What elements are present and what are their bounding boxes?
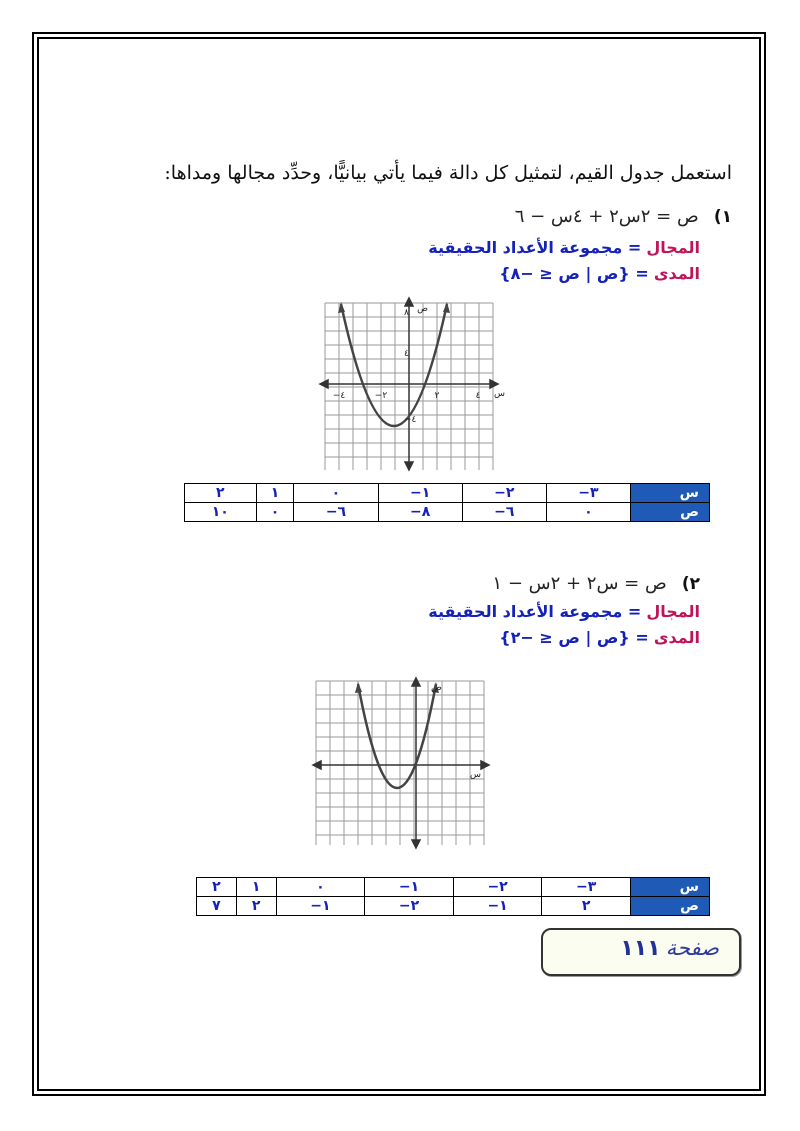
problem-1-range [499, 264, 700, 283]
tick-label: ٤− [332, 391, 346, 401]
problem-1-number: ١) [713, 207, 732, 227]
table-row-y [197, 897, 710, 916]
table-cell: ٢− [462, 484, 546, 503]
row-header-y: ص [631, 503, 710, 522]
problem-1-x-axis-label: س [494, 389, 505, 399]
problem-1-equation: ص = ٢س٢ + ٤س − ٦ [514, 206, 699, 227]
table-row-x [185, 484, 710, 503]
problem-2-equation-line [492, 573, 700, 594]
problem-2-graph [313, 678, 489, 848]
table-cell: ٦− [462, 503, 546, 522]
range-value: = {ص | ص ≤ −٨} [499, 264, 649, 283]
table-cell: ٠ [276, 878, 365, 897]
table-cell: ٦− [294, 503, 378, 522]
tick-label: ٤− [404, 415, 417, 425]
tick-label: ٢ [434, 391, 440, 401]
problem-2-y-axis-label: ص [431, 683, 442, 693]
table-cell: ٢− [453, 878, 542, 897]
instruction-text: استعمل جدول القيم، لتمثيل كل دالة فيما يأتي بيانيًّا، وحدِّد مجالها ومداها: [164, 162, 732, 184]
row-header-x: س [631, 878, 710, 897]
problem-1-graph [320, 298, 505, 470]
problem-2-x-axis-label: س [470, 770, 481, 780]
table-cell: ٣− [546, 484, 630, 503]
table-cell: ٠ [546, 503, 630, 522]
page-word: صفحة [665, 936, 719, 960]
range-label: المدى [653, 628, 700, 647]
table-cell: ١− [378, 484, 462, 503]
problem-2-range [499, 628, 700, 647]
problem-2-domain [428, 602, 700, 621]
page-number-label [620, 936, 719, 961]
table-cell: ١ [236, 878, 276, 897]
domain-value: = مجموعة الأعداد الحقيقية [428, 238, 642, 257]
table-row-y [185, 503, 710, 522]
table-row-x [197, 878, 710, 897]
table-cell: ١٠ [185, 503, 257, 522]
table-cell: ١− [365, 878, 454, 897]
table-cell: ٢− [365, 897, 454, 916]
problem-2-axes [313, 678, 489, 848]
table-cell: ٢ [542, 897, 631, 916]
table-cell: ٢ [197, 878, 237, 897]
problem-2-equation: ص = س٢ + ٢س − ١ [492, 573, 667, 594]
problem-1-parabola [341, 304, 447, 426]
table-cell: ١− [453, 897, 542, 916]
table-cell: ٢ [236, 897, 276, 916]
problem-1-value-table [184, 483, 710, 522]
domain-label: المجال [646, 602, 700, 621]
problem-2-value-table [196, 877, 710, 916]
table-cell: ٠ [256, 503, 294, 522]
problem-1-domain [428, 238, 700, 257]
table-cell: ٠ [294, 484, 378, 503]
page-number-box [541, 928, 741, 976]
problem-2-parabola [358, 684, 436, 788]
tick-label: ٢− [374, 391, 388, 401]
domain-label: المجال [646, 238, 700, 257]
problem-2-number: ٢) [681, 574, 700, 594]
tick-label: ٤ [404, 349, 409, 359]
tick-label: ٤ [475, 391, 481, 401]
table-cell: ٢ [185, 484, 257, 503]
problem-1-equation-line [515, 206, 732, 227]
table-cell: ٣− [542, 878, 631, 897]
range-label: المدى [653, 264, 700, 283]
page-number: ١١١ [620, 936, 661, 961]
table-cell: ٨− [378, 503, 462, 522]
table-cell: ١ [256, 484, 294, 503]
row-header-x: س [631, 484, 710, 503]
domain-value: = مجموعة الأعداد الحقيقية [428, 602, 642, 621]
row-header-y: ص [631, 897, 710, 916]
tick-label: ٨ [404, 308, 409, 318]
table-cell: ٧ [197, 897, 237, 916]
range-value: = {ص | ص ≤ −٢} [499, 628, 649, 647]
table-cell: ١− [276, 897, 365, 916]
problem-1-y-axis-label: ص [417, 304, 428, 314]
